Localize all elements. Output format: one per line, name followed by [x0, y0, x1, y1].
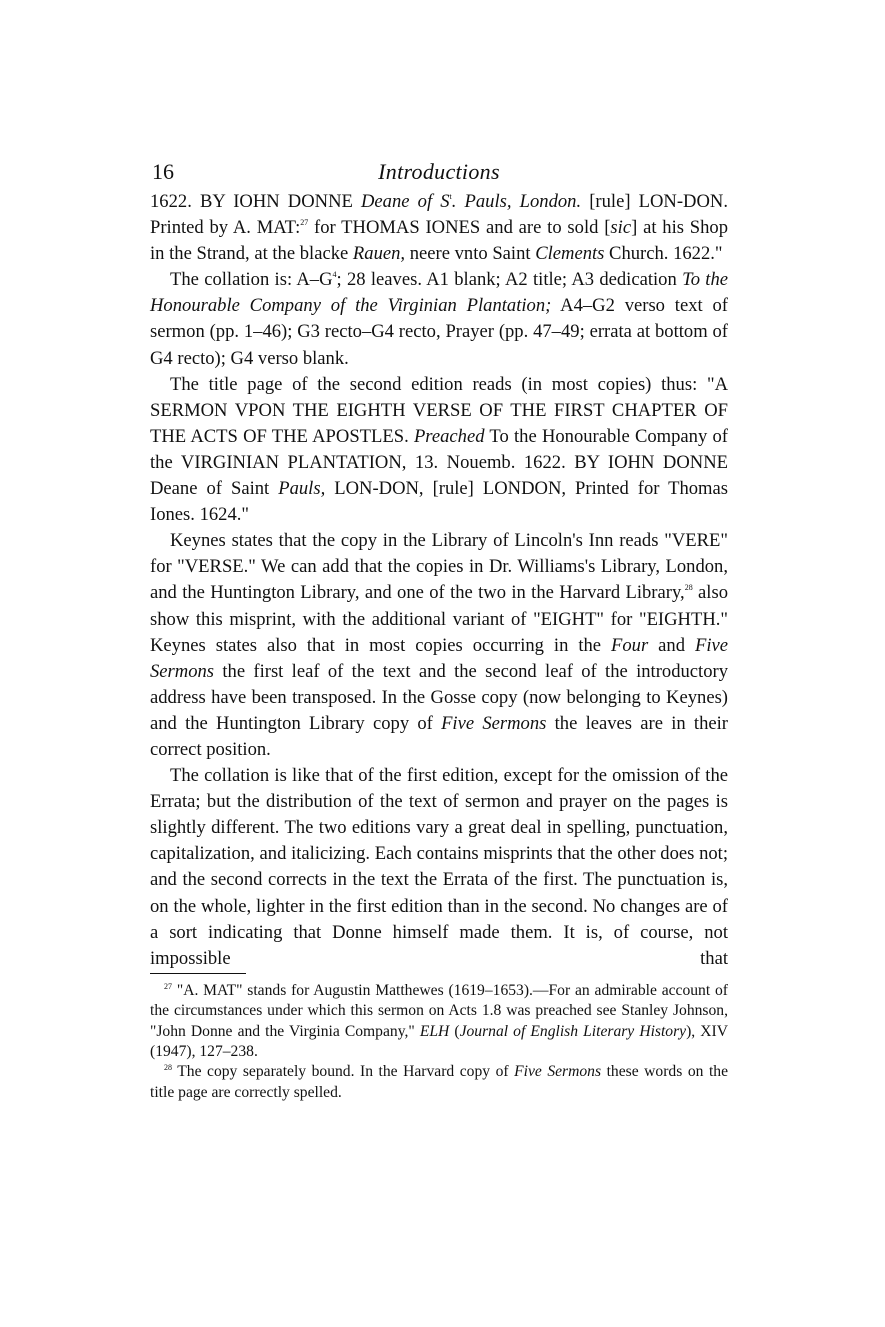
italic-run: Clements — [535, 243, 605, 265]
text-run: LON-DON, [rule] LONDON, Printed for Thomas Iones. 1624." — [150, 478, 729, 526]
paragraph-title-transcription — [150, 189, 728, 267]
text-run: and — [648, 634, 695, 656]
text-run: [rule] LON-DON. Printed by A. MAT: — [150, 191, 728, 239]
italic-run: Five Sermons — [514, 1063, 602, 1081]
text-run: The copy separately bound. In the Harvard copy of — [177, 1063, 515, 1081]
body-text — [150, 189, 728, 972]
text-run: A4–G2 verso text of sermon (pp. 1–46); G3 recto–G4 recto, Prayer (pp. 47–49; errata at bottom of G4 recto); G4 verso blank. — [150, 295, 728, 369]
italic-run: Pauls, — [278, 478, 326, 500]
footnote-mark: 28 — [164, 1063, 172, 1073]
italic-run: Four — [611, 634, 649, 656]
text-run: 1622. BY IOHN DONNE — [150, 191, 361, 212]
footnote-28 — [150, 1062, 728, 1103]
text-run: Keynes states that the copy in the Library of Lincoln's Inn reads "VERE" for "VERSE." We can add that the copies in Dr. Williams's Library, London, and the Huntington Library, and one of the two in the Harvard Library, — [150, 530, 728, 604]
superscript: 4 — [332, 270, 337, 280]
text-run: these words on the title page are correctly spelled. — [150, 1063, 728, 1101]
book-page — [150, 155, 728, 1103]
text-run: ; 28 leaves. A1 blank; A2 title; A3 dedication — [336, 269, 683, 291]
text-run: To the Honourable Company of the VIRGINIAN PLANTATION, 13. Nouemb. 1622. BY IOHN DONNE Deane of Saint — [150, 425, 728, 500]
text-run: ( — [449, 1022, 460, 1040]
italic-run: ELH — [419, 1022, 450, 1040]
paragraph-collation-second: The collation is like that of the first edition, except for the omission of the Errata; but the distribution of the text of sermon and prayer on the pages is slightly different. The two editions vary a great deal in spelling, punctuation, capitalization, and italicizing. Each contains misprints that the other does not; and the second corrects in the text the Errata of the first. The punctuation is, on the whole, lighter in the first edition than in the second. No changes are of a sort indicating that Donne himself made them. It is, of course, not impossible that — [150, 765, 728, 969]
text-run: Church. 1622." — [604, 243, 723, 265]
footnote-27 — [150, 981, 728, 1063]
paragraph-keynes — [150, 528, 728, 763]
footnotes — [150, 973, 728, 1103]
text-run: ] at his Shop in the Strand, at the blacke — [150, 217, 729, 265]
paragraph-second-edition — [150, 372, 728, 529]
italic-run: To the Honourable Company of the Virginian Plantation; — [150, 269, 728, 317]
text-run: "A. MAT" stands for Augustin Matthewes (1619–1653).—For an admirable account of the circumstances under which this sermon on Acts 1.8 was preached see Stanley Johnson, "John Donne and the Virginia Company," — [150, 981, 728, 1040]
italic-run: . Pauls, London. — [451, 191, 582, 212]
footnote-ref-28: 28 — [684, 583, 693, 593]
footnote-mark: 27 — [164, 981, 172, 991]
text-run: neere vnto Saint — [405, 243, 536, 265]
paragraph-collation — [150, 267, 728, 371]
footnote-ref-27: 27 — [300, 218, 309, 228]
italic-run: Five Sermons — [150, 634, 728, 682]
text-run: the first leaf of the text and the second leaf of the introductory address have been transposed. In the Gosse copy (now belonging to Keynes) and the Huntington Library copy of — [150, 660, 728, 734]
italic-run: Journal of English Literary History — [459, 1022, 687, 1040]
superscript: t — [449, 192, 452, 201]
text-run: for THOMAS IONES and are to sold [ — [308, 217, 611, 239]
text-run: ), XIV (1947), 127–238. — [150, 1022, 728, 1061]
text-run: the leaves are in their correct position. — [150, 712, 728, 760]
running-title: Introductions — [378, 159, 500, 184]
italic-run: Five Sermons — [441, 712, 547, 734]
page-number: 16 — [152, 159, 174, 184]
text-run: The title page of the second edition reads (in most copies) thus: "A SERMON VPON THE EIGHTH VERSE OF THE FIRST CHAPTER OF THE ACTS OF THE APOSTLES. — [150, 373, 728, 447]
text-run: The collation is: A–G — [170, 269, 333, 291]
running-head — [150, 155, 728, 189]
italic-run: Preached — [413, 425, 485, 447]
italic-run: Rauen, — [352, 243, 406, 265]
text-run: also show this misprint, with the additional variant of "EIGHT" for "EIGHTH." Keynes states also that in most copies occurring in the — [150, 582, 728, 656]
footnote-rule — [150, 973, 246, 974]
italic-run: sic — [610, 217, 632, 239]
italic-run: Deane of S — [361, 191, 450, 212]
